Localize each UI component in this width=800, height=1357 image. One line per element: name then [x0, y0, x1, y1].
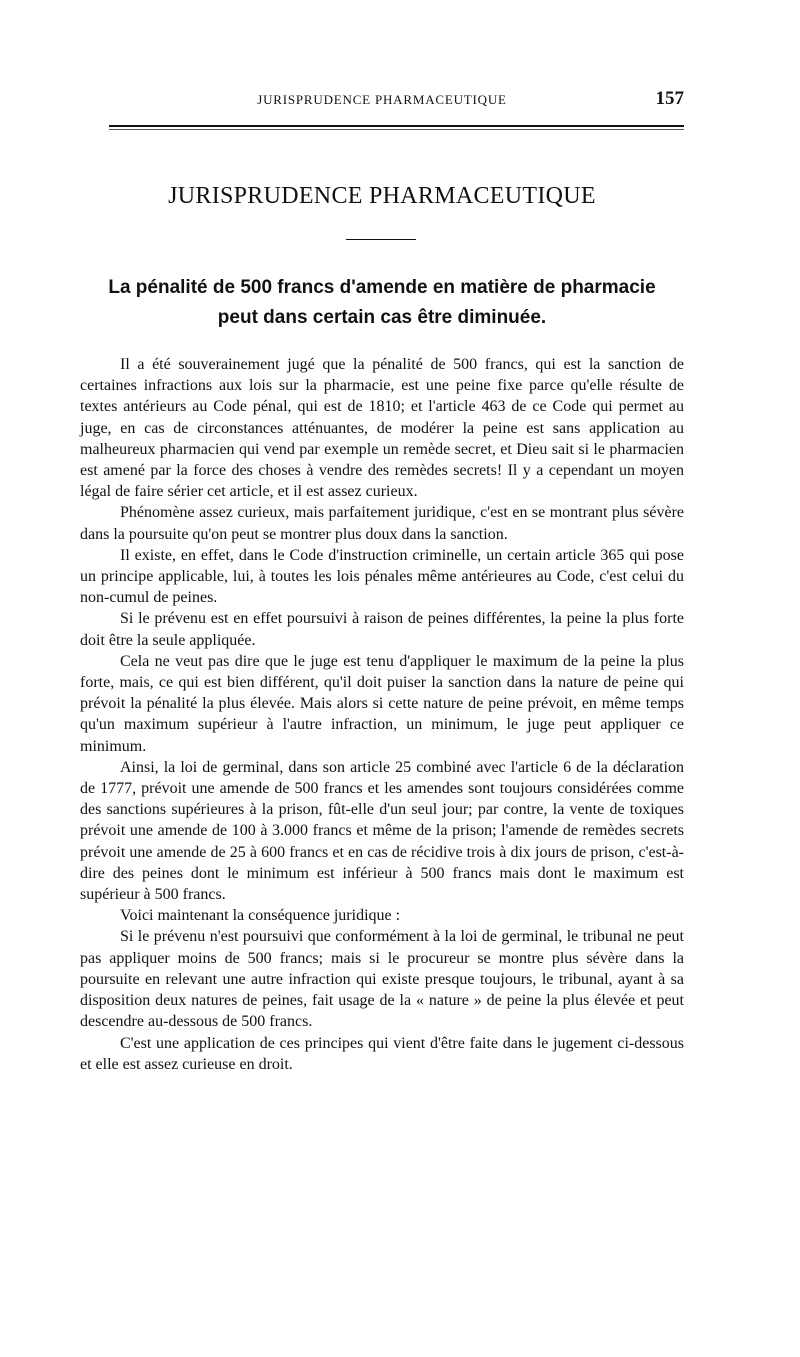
- subtitle-line-1: La pénalité de 500 francs d'amende en matière de pharmacie: [108, 277, 656, 298]
- paragraph-4: Si le prévenu est en effet poursuivi à raison de peines différentes, la peine la plus forte doit être la seule appliquée.: [80, 610, 684, 649]
- header-rule: [109, 125, 684, 127]
- paragraph-2: Phénomène assez curieux, mais parfaitement juridique, c'est en se montrant plus sévère dans la poursuite qu'on peut se montrer plus doux dans la sanction.: [80, 504, 684, 543]
- article-subtitle: [80, 273, 684, 333]
- page-number: 157: [655, 88, 684, 109]
- article-body: [80, 354, 684, 1075]
- paragraph-3: Il existe, en effet, dans le Code d'instruction criminelle, un certain article 365 qui pose un principe applicable, lui, à toutes les lois pénales même antérieures au Code, c'est celui du non-cumul de peines.: [80, 546, 684, 607]
- paragraph-8: Si le prévenu n'est poursuivi que conformément à la loi de germinal, le tribunal ne peut pas appliquer moins de 500 francs; mais si le procureur se montre plus sévère dans la poursuite en relevant une autre infraction qui existe presque toujours, le tribunal, ayant à sa disposition deux natures de peines, fait usage de la « nature » de peine la plus élevée et peut descendre au-dessous de 500 francs.: [80, 928, 684, 1031]
- paragraph-5: Cela ne veut pas dire que le juge est tenu d'appliquer le maximum de la peine la plus forte, mais, ce qui est bien différent, qu'il doit puiser la sanction dans la nature de peine qui prévoit la pénalité la plus élevée. Mais alors si cette nature de peine prévoit, en même temps qu'un maximum supérieur à l'autre infraction, un minimum, le juge peut appliquer ce minimum.: [80, 652, 684, 755]
- paragraph-7: Voici maintenant la conséquence juridique :: [120, 907, 401, 925]
- paragraph-1: Il a été souverainement jugé que la pénalité de 500 francs, qui est la sanction de certaines infractions aux lois sur la pharmacie, est une peine fixe parce qu'elle résulte de textes antérieurs au Code pénal, qui est de 1810; et l'article 463 de ce Code qui permet au juge, en cas de circonstances atténuantes, de modérer la peine est sans application au malheureux pharmacien qui vend par exemple un remède secret, et Dieu sait si le pharmacien est amené par la force des choses à vendre des remèdes secrets! Il y a cependant un moyen légal de faire sérier cet article, et il est assez curieux.: [80, 356, 684, 501]
- subtitle-line-2: peut dans certain cas être diminuée.: [217, 307, 547, 328]
- paragraph-9: C'est une application de ces principes qui vient d'être faite dans le jugement ci-dessous et elle est assez curieuse en droit.: [80, 1034, 684, 1073]
- running-header: [80, 90, 684, 116]
- paragraph-6: Ainsi, la loi de germinal, dans son article 25 combiné avec l'article 6 de la déclaration de 1777, prévoit une amende de 500 francs et les amendes sont toujours considérées comme des sanctions supérieures à la prison, fût-elle d'un seul jour; par contre, la vente de toxiques prévoit une amende de 100 à 3.000 francs et même de la prison; l'amende de remèdes secrets prévoit une amende de 25 à 600 francs et en cas de récidive trois à dix jours de prison, c'est-à-dire des peines dont le minimum est inférieur à 500 francs mais dont le maximum est supérieur à 500 francs.: [80, 758, 684, 904]
- title-divider: [346, 239, 416, 240]
- article-title: JURISPRUDENCE PHARMACEUTIQUE: [168, 183, 596, 209]
- running-title: JURISPRUDENCE PHARMACEUTIQUE: [257, 92, 507, 107]
